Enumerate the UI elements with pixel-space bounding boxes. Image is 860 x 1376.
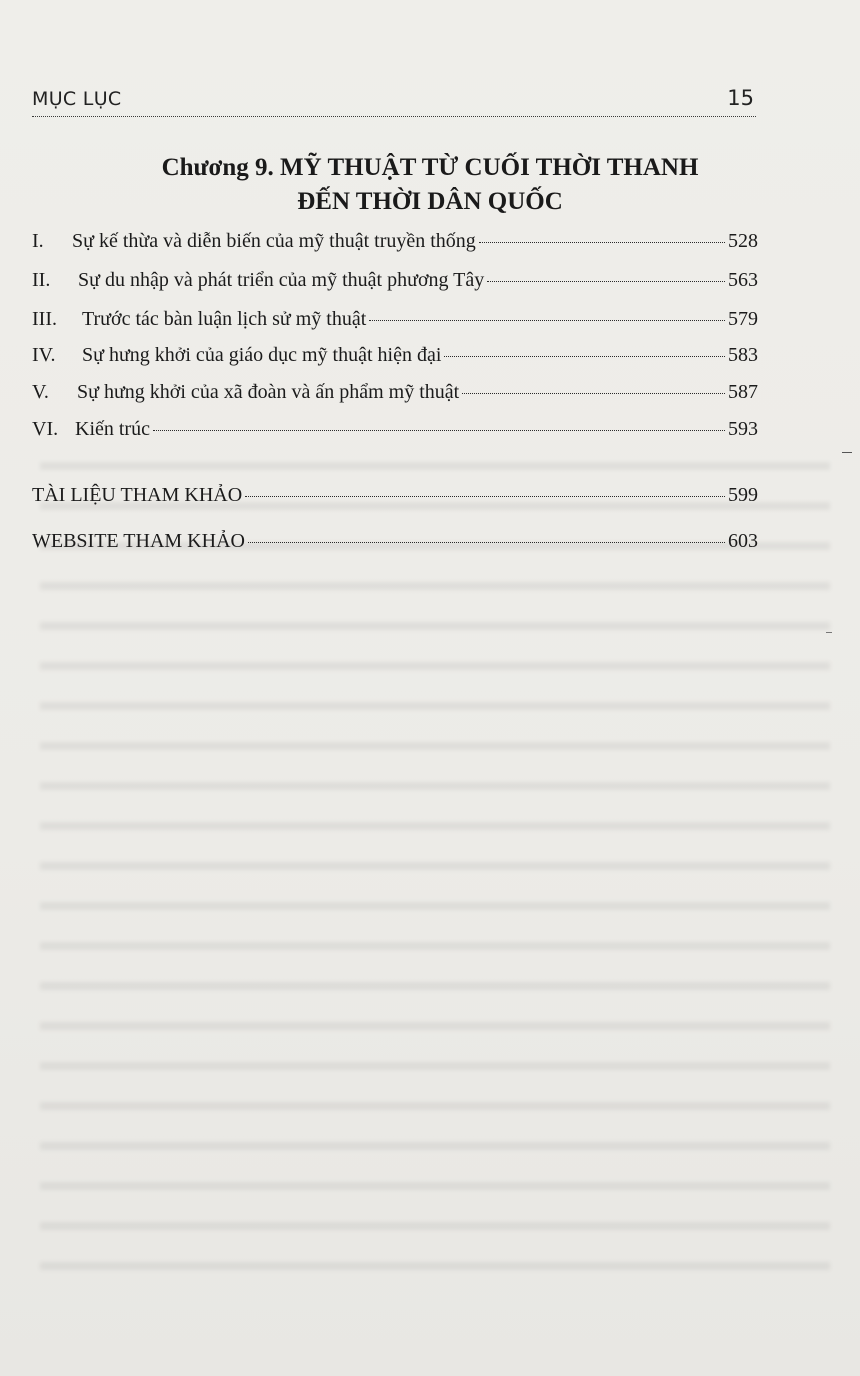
toc-entry-number: VI. [32,418,59,440]
toc-entry [32,308,758,338]
toc-entry-number: II. [32,269,51,291]
toc-leader-dots [153,429,725,431]
toc-leader-dots [487,280,725,282]
toc-entry-references [32,484,758,514]
toc-entry-page: 528 [728,230,758,252]
toc-entry-number: I. [32,230,44,252]
chapter-title-line-1: Chương 9. MỸ THUẬT TỪ CUỐI THỜI THANH [161,154,699,181]
toc-entry-page: 563 [728,269,758,291]
toc-leader-dots [479,241,725,243]
toc-entry [32,418,758,448]
toc-leader-dots [369,319,725,321]
margin-mark [842,452,852,453]
toc-entry-number: III. [32,308,57,330]
toc-entry-label: Sự hưng khởi của xã đoàn và ấn phẩm mỹ thuật [77,381,460,403]
toc-leader-dots [444,355,725,357]
toc-websites-label: WEBSITE THAM KHẢO [32,530,245,552]
toc-entry-label: Sự hưng khởi của giáo dục mỹ thuật hiện đại [82,344,442,366]
toc-entry-label: Trước tác bàn luận lịch sử mỹ thuật [82,308,367,330]
toc-entry-page: 583 [728,344,758,366]
toc-references-label: TÀI LIỆU THAM KHẢO [32,484,243,506]
header-section-title: MỤC LỤC [32,88,122,110]
toc-entry-page: 587 [728,381,758,403]
toc-entry-page: 579 [728,308,758,330]
toc-entry-number: IV. [32,344,56,366]
toc-entry [32,230,758,260]
toc-references-page: 599 [728,484,758,506]
toc-entry-page: 593 [728,418,758,440]
running-header [32,86,756,117]
toc-entry-label: Sự kế thừa và diễn biến của mỹ thuật truyền thống [72,230,476,252]
toc-websites-page: 603 [728,530,758,552]
toc-entry-label: Sự du nhập và phát triển của mỹ thuật phương Tây [78,269,485,291]
toc-entry-label: Kiến trúc [75,418,150,440]
toc-leader-dots [462,392,725,394]
toc-entry [32,381,758,411]
reverse-side-bleed-through [40,440,830,1300]
chapter-title-line-2: ĐẾN THỜI DÂN QUỐC [297,188,563,215]
header-page-number: 15 [727,86,754,110]
toc-entry-websites [32,530,758,560]
margin-mark [826,632,832,633]
toc-leader-dots [245,495,725,497]
toc-entry-number: V. [32,381,49,403]
toc-entry [32,344,758,374]
toc-leader-dots [248,541,725,543]
toc-entry [32,269,758,299]
